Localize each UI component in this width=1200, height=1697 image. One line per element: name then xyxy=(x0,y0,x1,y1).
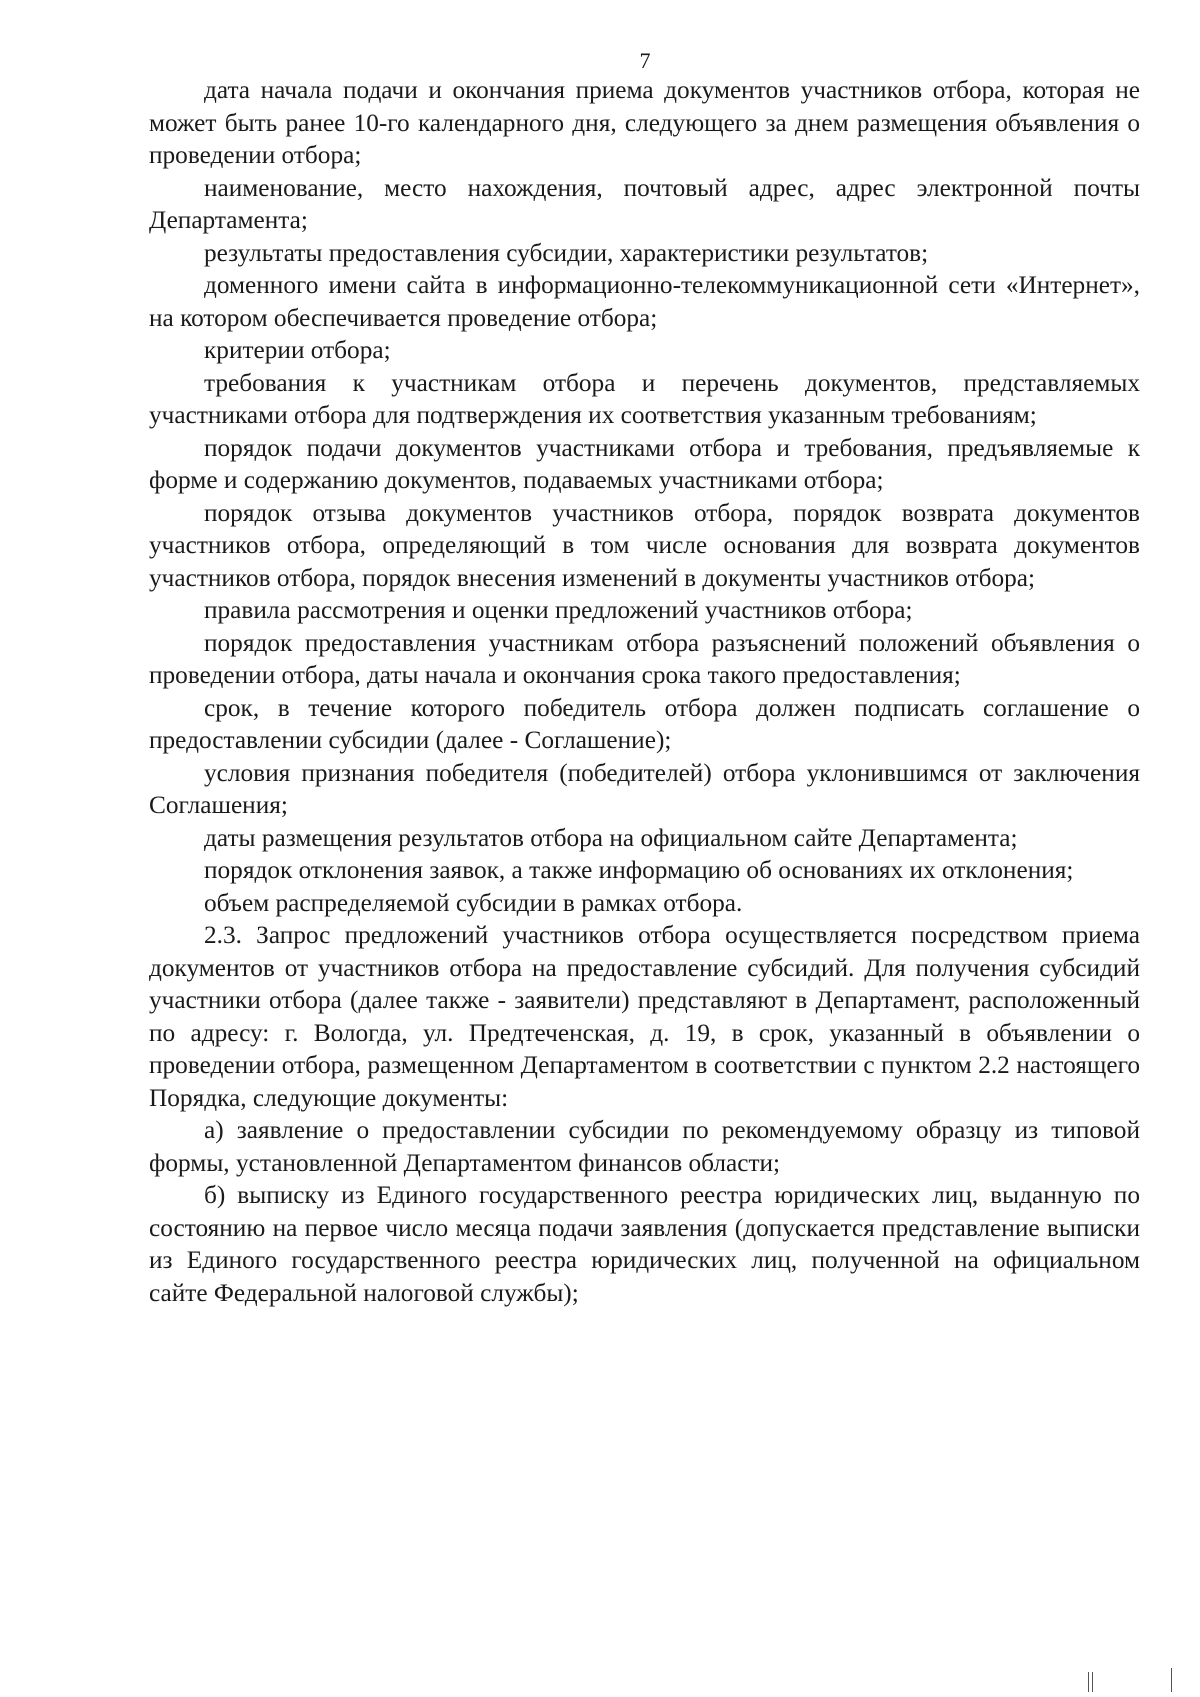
paragraph: правила рассмотрения и оценки предложений участников отбора; xyxy=(204,596,913,624)
paragraph: порядок подачи документов участниками отбора и требования, предъявляемые к форме и содержанию документов, подаваемых участниками отбора; xyxy=(149,433,1140,494)
paragraph: срок, в течение которого победитель отбора должен подписать соглашение о предоставлении субсидии (далее - Соглашение); xyxy=(149,693,1140,754)
paragraph: 2.3. Запрос предложений участников отбора осуществляется посредством приема документов от участников отбора на предоставление субсидий. Для получения субсидий участники отбора (далее также - заявители) представляют в Департамент, расположенный по адресу: г. Вологда, ул. Предтеченская, д. 19, в срок, указанный в объявлении о проведении отбора, размещенном Департаментом в соответствии с пунктом 2.2 настоящего Порядка, следующие документы: xyxy=(149,921,1140,1112)
paragraph: требования к участникам отбора и перечень документов, представляемых участниками отбора для подтверждения их соответствия указанным требованиям; xyxy=(149,368,1140,429)
paragraph: порядок отклонения заявок, а также информацию об основаниях их отклонения; xyxy=(204,856,1074,884)
paragraph: дата начала подачи и окончания приема документов участников отбора, которая не может быть ранее 10-го календарного дня, следующего за днем размещения объявления о проведении отбора; xyxy=(149,76,1140,169)
scan-mark xyxy=(1171,1668,1172,1692)
paragraph: порядок отзыва документов участников отбора, порядок возврата документов участников отбора, определяющий в том числе основания для возврата документов участников отбора, порядок внесения изменений в документы участников отбора; xyxy=(149,498,1140,592)
paragraph: критерии отбора; xyxy=(204,336,391,364)
paragraph: порядок предоставления участникам отбора разъяснений положений объявления о проведении отбора, даты начала и окончания срока такого предоставления; xyxy=(149,628,1140,689)
paragraph: а) заявление о предоставлении субсидии по рекомендуемому образцу из типовой формы, установленной Департаментом финансов области; xyxy=(149,1116,1140,1177)
paragraph: результаты предоставления субсидии, характеристики результатов; xyxy=(204,238,929,267)
paragraph: объем распределяемой субсидии в рамках отбора. xyxy=(204,888,743,917)
page-number: 7 xyxy=(639,48,651,73)
paragraph: условия признания победителя (победителей) отбора уклонившимся от заключения Соглашения; xyxy=(149,758,1140,819)
paragraph: доменного имени сайта в информационно-телекоммуникационной сети «Интернет», на котором обеспечивается проведение отбора; xyxy=(149,271,1140,332)
paragraph: б) выписку из Единого государственного реестра юридических лиц, выданную по состоянию на первое число месяца подачи заявления (допускается представление выписки из Единого государственного реестра юридических лиц, полученной на официальном сайте Федеральной налоговой службы); xyxy=(149,1181,1140,1307)
paragraph: даты размещения результатов отбора на официальном сайте Департамента; xyxy=(204,823,1018,852)
scan-mark xyxy=(1088,1672,1089,1692)
paragraph: наименование, место нахождения, почтовый адрес, адрес электронной почты Департамента; xyxy=(149,173,1140,234)
document-body xyxy=(149,74,1140,1309)
scan-mark xyxy=(1092,1672,1093,1692)
